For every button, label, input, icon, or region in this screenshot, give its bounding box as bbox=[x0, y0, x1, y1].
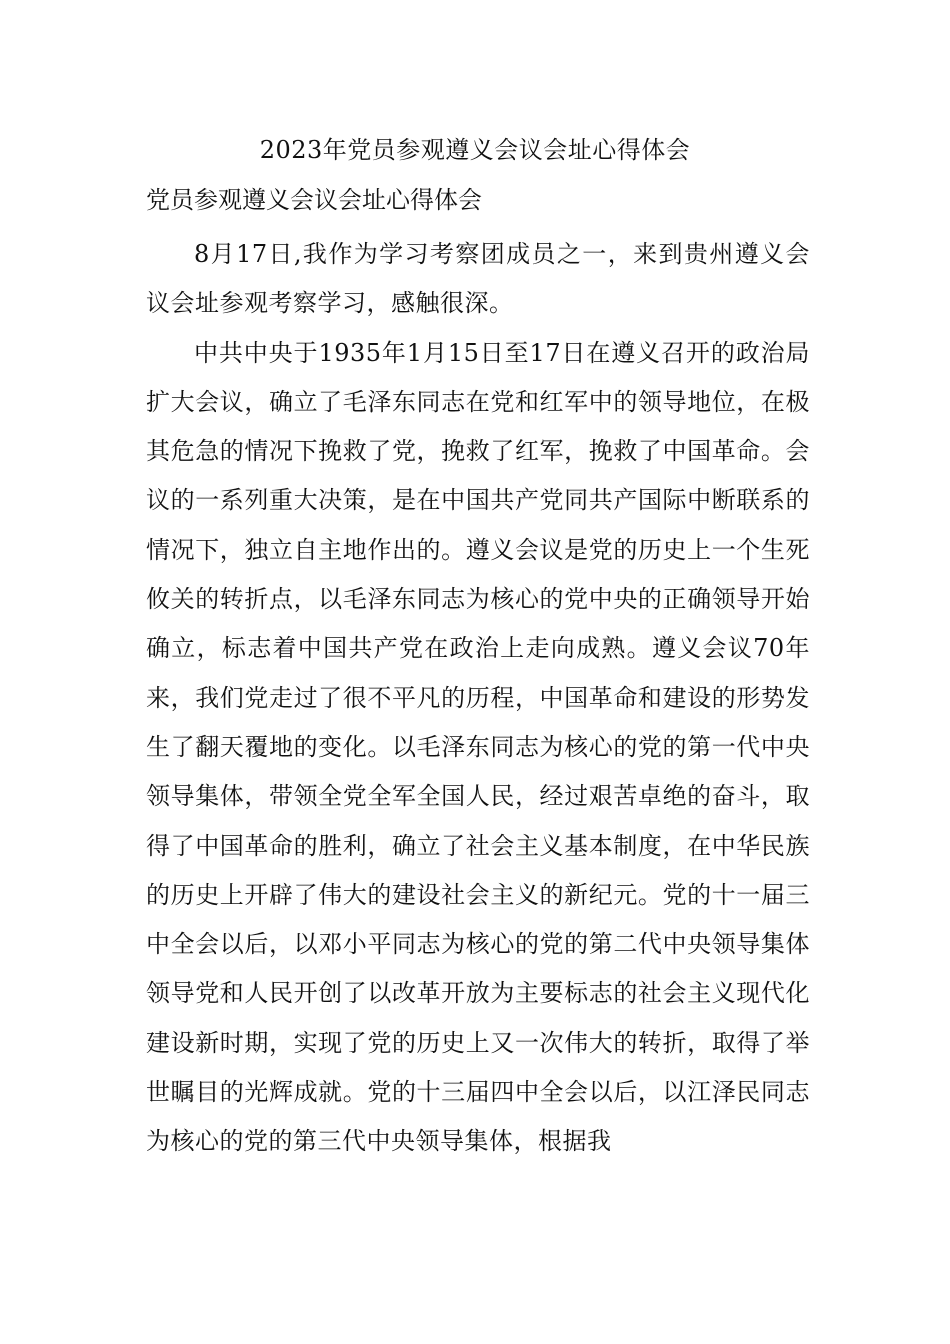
document-body bbox=[146, 230, 810, 1167]
document-subtitle: 党员参观遵义会议会址心得体会 bbox=[146, 186, 482, 214]
paragraph-history: 中共中央于1935年1月15日至17日在遵义召开的政治局扩大会议，确立了毛泽东同志在党和红军中的领导地位，在极其危急的情况下挽救了党，挽救了红军，挽救了中国革命。会议的一系列重大决策，是在中国共产党同共产国际中断联系的情况下，独立自主地作出的。遵义会议是党的历史上一个生死攸关的转折点，以毛泽东同志为核心的党中央的正确领导开始确立，标志着中国共产党在政治上走向成熟。遵义会议70年来，我们党走过了很不平凡的历程，中国革命和建设的形势发生了翻天覆地的变化。以毛泽东同志为核心的党的第一代中央领导集体，带领全党全军全国人民，经过艰苦卓绝的奋斗，取得了中国革命的胜利，确立了社会主义基本制度，在中华民族的历史上开辟了伟大的建设社会主义的新纪元。党的十一届三中全会以后，以邓小平同志为核心的党的第二代中央领导集体领导党和人民开创了以改革开放为主要标志的社会主义现代化建设新时期，实现了党的历史上又一次伟大的转折，取得了举世瞩目的光辉成就。党的十三届四中全会以后，以江泽民同志为核心的党的第三代中央领导集体，根据我 bbox=[146, 338, 810, 1156]
document-title: 2023年党员参观遵义会议会址心得体会 bbox=[259, 136, 691, 164]
paragraph-intro: 8月17日,我作为学习考察团成员之一，来到贵州遵义会议会址参观考察学习，感触很深。 bbox=[146, 240, 810, 318]
